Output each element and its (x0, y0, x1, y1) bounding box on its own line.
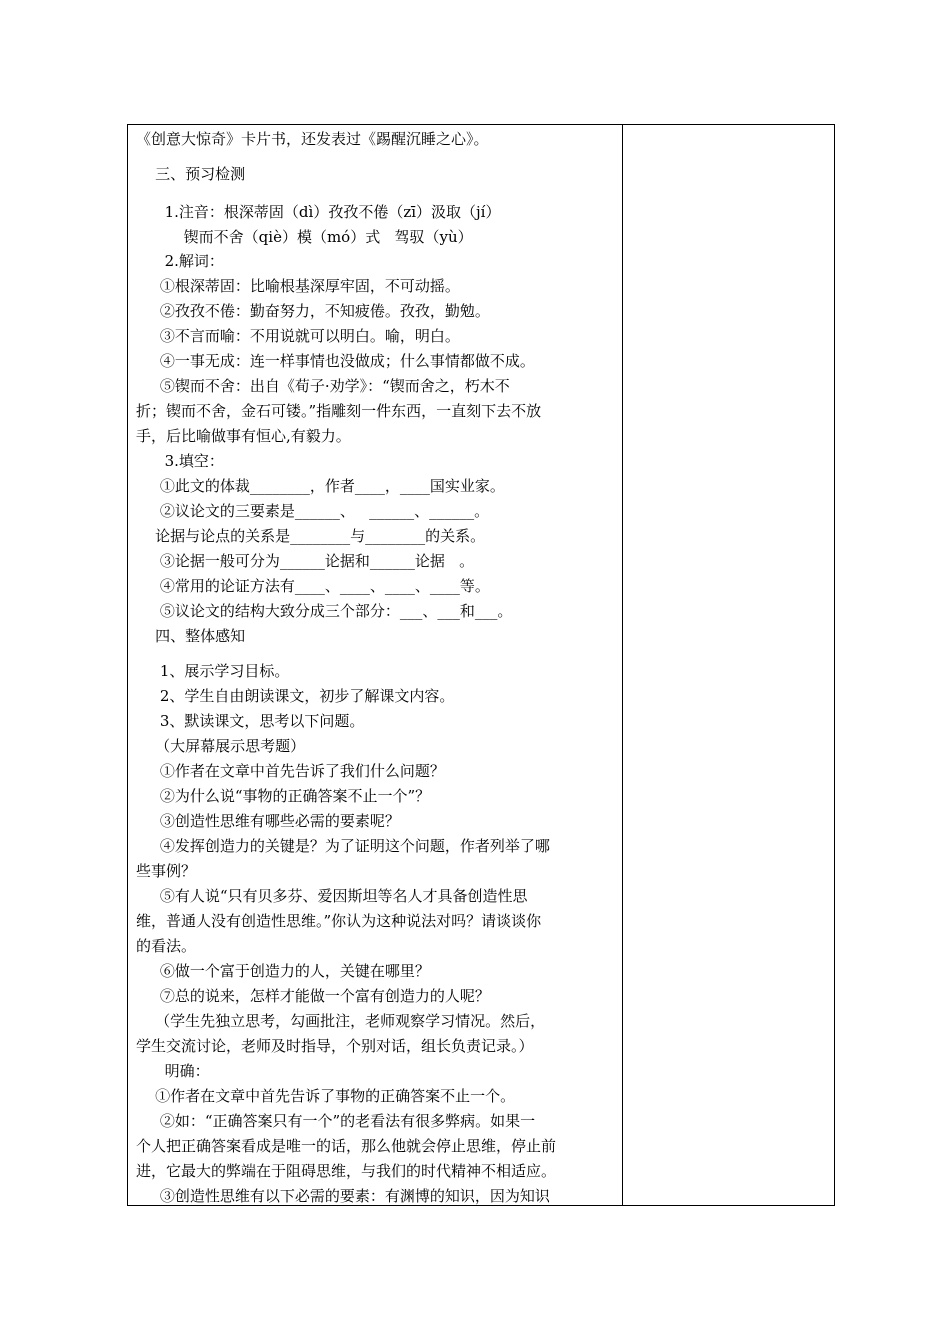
text-line: 《创意大惊奇》卡片书，还发表过《踢醒沉睡之心》。 (136, 130, 489, 148)
text-line: ⑤有人说“只有贝多芬、爱因斯坦等名人才具备创造性思 (136, 887, 528, 905)
text-line: ③不言而喻：不用说就可以明白。喻，明白。 (136, 327, 460, 345)
text-line: 折；锲而不舍，金石可镂。”指雕刻一件东西，一直刻下去不放 (136, 402, 542, 420)
text-line: （学生先独立思考，勾画批注，老师观察学习情况。然后， (136, 1012, 546, 1030)
text-line: ④发挥创造力的关键是？为了证明这个问题，作者列举了哪 (136, 837, 550, 855)
lesson-table (127, 124, 835, 1206)
content-cell (128, 125, 622, 1205)
text-line: ④一事无成：连一样事情也没做成；什么事情都做不成。 (136, 352, 535, 370)
text-line: ③论据一般可分为______论据和______论据 。 (136, 552, 475, 570)
text-line: 1.注音：根深蒂固（dì）孜孜不倦（zī）汲取（jí） (136, 203, 501, 221)
text-line: ②孜孜不倦：勤奋努力，不知疲倦。孜孜，勤勉。 (136, 302, 490, 320)
text-line: 学生交流讨论，老师及时指导，个别对话，组长负责记录。） (136, 1037, 534, 1055)
text-line: 2.解词： (136, 252, 224, 270)
text-line: ④常用的论证方法有____、____、____、____等。 (136, 577, 490, 595)
text-line: 1、展示学习目标。 (136, 662, 290, 680)
text-line: ②为什么说“事物的正确答案不止一个”？ (136, 787, 431, 805)
text-line: （大屏幕展示思考题） (136, 737, 306, 755)
text-line: 2、学生自由朗读课文，初步了解课文内容。 (136, 687, 455, 705)
text-line: ③创造性思维有哪些必需的要素呢？ (136, 812, 400, 830)
text-line: ①作者在文章中首先告诉了事物的正确答案不止一个。 (136, 1087, 516, 1105)
section-heading: 三、预习检测 (136, 165, 246, 183)
text-line: ⑤议论文的结构大致分成三个部分：___、___和___。 (136, 602, 513, 620)
text-line: 3、默读课文，思考以下问题。 (136, 712, 365, 730)
text-line: 个人把正确答案看成是唯一的话，那么他就会停止思维，停止前 (136, 1137, 557, 1155)
text-line: 维，普通人没有创造性思维。”你认为这种说法对吗？请谈谈你 (136, 912, 542, 930)
text-line: ⑥做一个富于创造力的人，关键在哪里？ (136, 962, 430, 980)
text-line: 些事例？ (136, 862, 197, 880)
text-line: 3.填空： (136, 452, 224, 470)
text-line: 锲而不舍（qiè）模（mó）式 驾驭（yù） (136, 228, 473, 246)
section-heading: 四、整体感知 (136, 627, 246, 645)
text-line: ①根深蒂固：比喻根基深厚牢固，不可动摇。 (136, 277, 460, 295)
text-line: ③创造性思维有以下必需的要素：有渊博的知识，因为知识 (136, 1187, 550, 1205)
text-line: ②如：“正确答案只有一个”的老看法有很多弊病。如果一 (136, 1112, 536, 1130)
text-line: ⑦总的说来，怎样才能做一个富有创造力的人呢？ (136, 987, 490, 1005)
text-line: 的看法。 (136, 937, 197, 955)
text-line: ①作者在文章中首先告诉了我们什么问题？ (136, 762, 445, 780)
notes-cell (623, 125, 834, 1205)
text-line: ⑤锲而不舍：出自《荀子·劝学》：“锲而舍之，朽木不 (136, 377, 510, 395)
text-line: 手，后比喻做事有恒心,有毅力。 (136, 427, 351, 445)
text-line: 进，它最大的弊端在于阻碍思维，与我们的时代精神不相适应。 (136, 1162, 557, 1180)
text-line: ①此文的体裁________，作者____，____国实业家。 (136, 477, 505, 495)
text-line: 论据与论点的关系是________与________的关系。 (136, 527, 486, 545)
text-line: ②议论文的三要素是______、 ______、______。 (136, 502, 490, 520)
text-line: 明确： (136, 1062, 210, 1080)
